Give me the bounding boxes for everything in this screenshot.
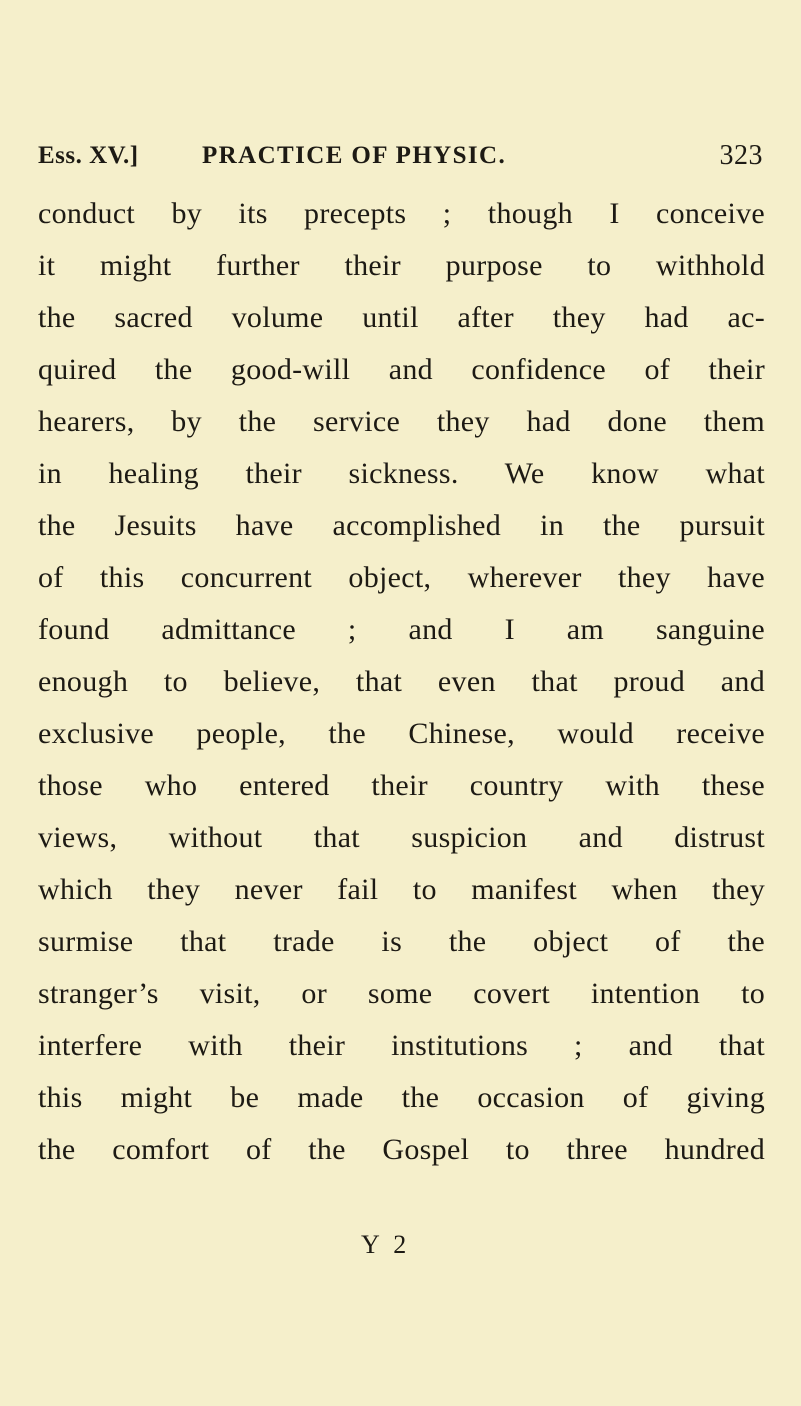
body-text — [38, 188, 765, 1176]
text-line: surmise that trade is the object of the — [38, 925, 765, 958]
text-line: of this concurrent object, wherever they have — [38, 561, 765, 594]
text-line: stranger’s visit, or some covert intention to — [38, 977, 765, 1010]
text-line: hearers, by the service they had done them — [38, 405, 765, 438]
text-line: this might be made the occasion of giving — [38, 1081, 765, 1114]
text-line: conduct by its precepts ; though I conceive — [38, 197, 765, 230]
text-line: enough to believe, that even that proud and — [38, 665, 765, 698]
text-line: it might further their purpose to withhold — [38, 249, 765, 282]
text-line: which they never fail to manifest when they — [38, 873, 765, 906]
text-line: interfere with their institutions ; and that — [38, 1029, 765, 1062]
text-line: quired the good-will and confidence of their — [38, 353, 765, 386]
text-line: the Jesuits have accomplished in the pursuit — [38, 509, 765, 542]
text-line: in healing their sickness. We know what — [38, 457, 765, 490]
running-title: PRACTICE OF PHYSIC. — [202, 142, 507, 169]
text-line: the comfort of the Gospel to three hundred — [38, 1133, 765, 1166]
section-label: Ess. XV.] — [38, 142, 139, 169]
text-line: exclusive people, the Chinese, would receive — [38, 717, 765, 750]
signature-mark: Y 2 — [361, 1230, 411, 1259]
text-line: found admittance ; and I am sanguine — [38, 613, 765, 646]
page-number: 323 — [719, 140, 763, 171]
running-head — [38, 138, 763, 174]
text-line: the sacred volume until after they had ac- — [38, 301, 765, 334]
text-line: views, without that suspicion and distrust — [38, 821, 765, 854]
text-line: those who entered their country with these — [38, 769, 765, 802]
